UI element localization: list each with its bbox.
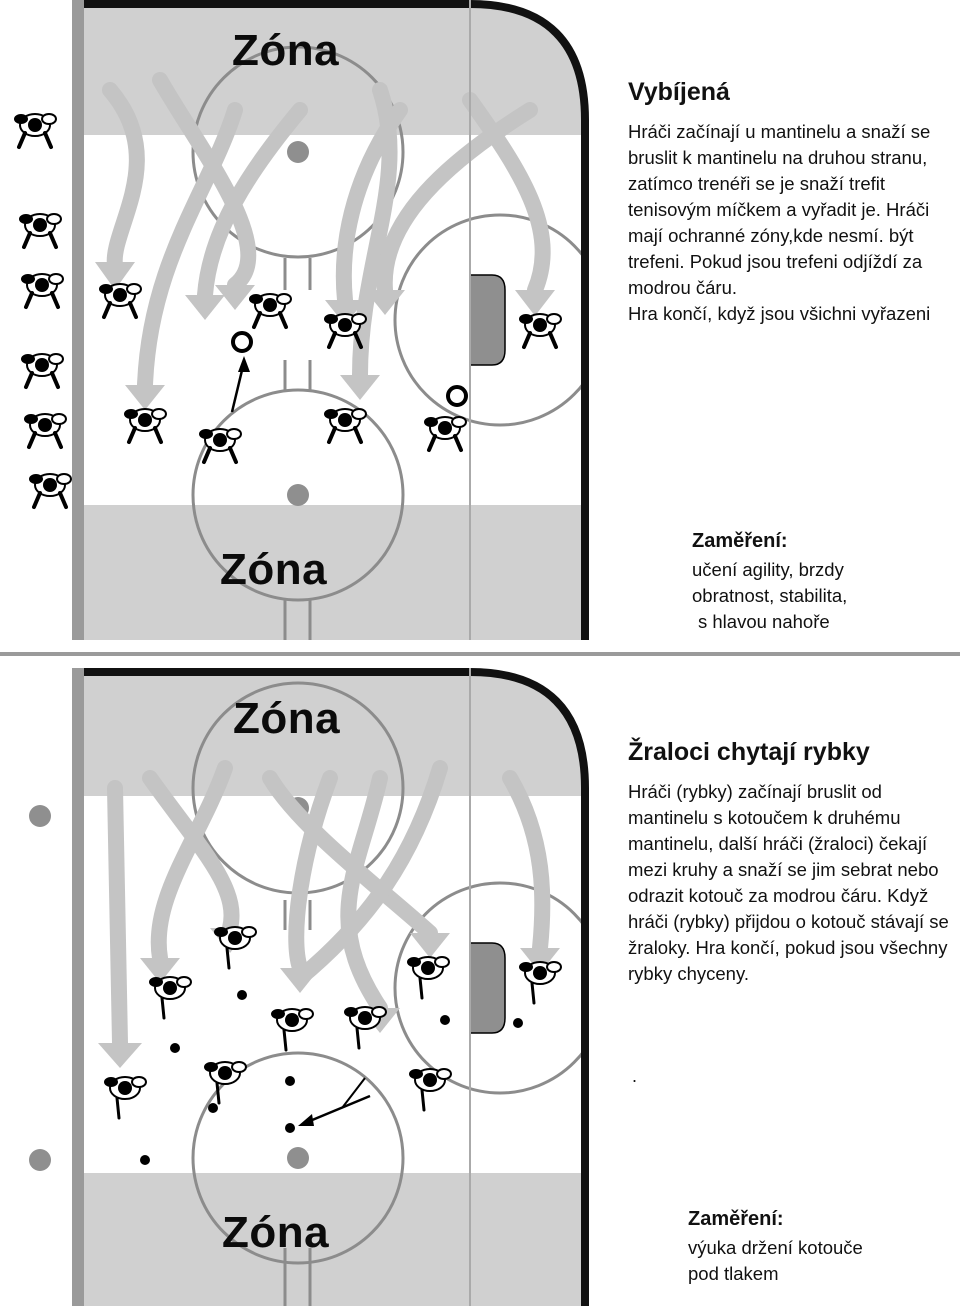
drill-end-text: Hra končí, když jsou všichni vyřazeni: [628, 303, 931, 324]
focus-panel-vybijena: [692, 530, 952, 635]
hockey-player-icon: [409, 1069, 451, 1110]
focus-line: pod tlakem: [688, 1263, 779, 1284]
focus-line: výuka držení kotouče: [688, 1237, 863, 1258]
faceoff-dot: [287, 484, 309, 506]
arrow-icon: [305, 1096, 370, 1123]
zone-label-top: Zóna: [233, 694, 341, 743]
zone-label-bottom: Zóna: [220, 545, 328, 594]
hockey-player-icon: [29, 474, 71, 507]
drill-description-vybijena: [628, 78, 953, 327]
focus-line: s hlavou nahoře: [698, 611, 830, 632]
hockey-player-icon: [204, 1062, 246, 1103]
hockey-player-icon: [124, 409, 166, 442]
faceoff-dot: [29, 805, 51, 827]
focus-line: učení agility, brzdy: [692, 559, 844, 580]
hockey-player-icon: [24, 414, 66, 447]
focus-label: Zaměření:: [688, 1208, 784, 1230]
drill-description: Hráči (rybky) začínají bruslit od mantinelu s kotoučem k druhému mantinelu, další hráči (žraloci) čekají mezi kruhy a snaží se jim sebrat nebo odrazit kotouč za modrou čáru. Když hráči (rybky) přijdou o kotouč stávají se žraloky. Hra končí, pokud jsou všechny rybky chyceny.: [628, 781, 949, 984]
hockey-player-icon: [519, 962, 561, 1003]
hockey-player-icon: [21, 274, 63, 307]
hockey-player-icon: [271, 1009, 313, 1050]
rink-diagram-vybijena: [0, 0, 600, 640]
hockey-player-icon: [519, 314, 561, 347]
hockey-player-icon: [21, 354, 63, 387]
drill-description-zraloci: [628, 738, 958, 987]
focus-line: obratnost, stabilita,: [692, 585, 848, 606]
focus-panel-zraloci: [688, 1208, 948, 1287]
hockey-player-icon: [14, 114, 56, 147]
hockey-player-icon: [249, 294, 291, 327]
section-divider: [0, 652, 960, 656]
drill-title: Vybíjená: [628, 78, 730, 106]
zone-label-bottom: Zóna: [222, 1208, 330, 1257]
puck-icon: [140, 990, 523, 1165]
drill-description: Hráči začínají u mantinelu a snaží se bruslit k mantinelu na druhou stranu, zatímco trenéři se je snaží trefit tenisovým míčkem a vyřadit je. Hráči mají ochranné zóny,kde nesmí. být trefeni. Pokud jsou trefeni odjíždí za modrou čáru.: [628, 121, 931, 298]
tennis-ball-icon: [448, 387, 466, 405]
stray-dot: .: [632, 1066, 638, 1086]
goal-crease: [470, 275, 505, 365]
drill-title: Žraloci chytají rybky: [628, 738, 870, 766]
tennis-ball-icon: [233, 333, 251, 351]
hockey-player-icon: [104, 1077, 146, 1118]
hockey-player-icon: [324, 409, 366, 442]
hockey-player-icon: [214, 927, 256, 968]
hockey-player-icon: [19, 214, 61, 247]
hockey-player-icon: [99, 284, 141, 317]
faceoff-dot: [287, 141, 309, 163]
coach-icon: [424, 417, 466, 450]
hockey-player-icon: [407, 957, 449, 998]
zone-label-top: Zóna: [232, 26, 340, 75]
hockey-player-icon: [149, 977, 191, 1018]
focus-label: Zaměření:: [692, 530, 788, 552]
faceoff-dot: [29, 1149, 51, 1171]
zone-bottom: [78, 505, 598, 640]
